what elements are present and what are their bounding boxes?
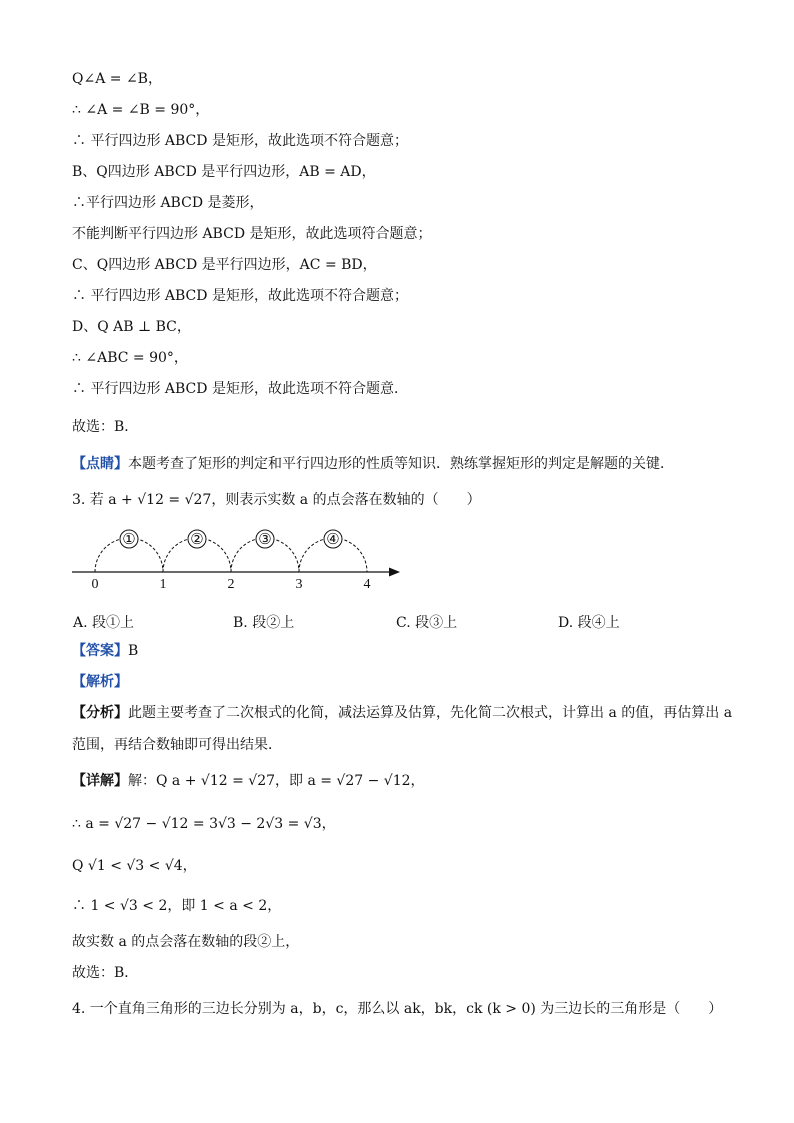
segment-label-4: ④ (326, 532, 340, 548)
xiangjie-line (72, 772, 425, 790)
step-line: 故选：B． (72, 965, 139, 981)
solution-line: D、Q AB ⊥ BC， (72, 319, 191, 335)
solution-line: ∴ 平行四边形 ABCD 是矩形，故此选项不符合题意． (72, 381, 408, 397)
tick-label-2: 2 (227, 577, 235, 592)
tick-label-4: 4 (363, 577, 371, 592)
axis-arrow (389, 568, 400, 577)
solution-line: ∴ ∠A = ∠B = 90°， (72, 102, 210, 118)
question-3-stem: 3. 若 a + √12 = √27，则表示实数 a 的点会落在数轴的（ ） (72, 492, 481, 508)
fenxi-line (72, 704, 732, 722)
step-line: Q √1 < √3 < √4， (72, 858, 197, 874)
tick-label-0: 0 (91, 577, 99, 592)
segment-label-3: ③ (258, 532, 272, 548)
number-line-figure (60, 522, 410, 594)
solution-line: ∴ ∠ABC = 90°， (72, 350, 188, 366)
fenxi-text: 此题主要考查了二次根式的化简，减法运算及估算，先化简二次根式，计算出 a 的值，再估算出 a (128, 705, 733, 721)
solution-line: 不能判断平行四边形 ABCD 是矩形，故此选项符合题意； (72, 226, 432, 242)
step-line: ∴ 1 < √3 < 2，即 1 < a < 2， (72, 898, 282, 914)
dianjing-tag: 【点睛】 (72, 456, 128, 472)
answer-tag: 【答案】 (72, 643, 128, 659)
solution-line: ∴ 平行四边形 ABCD 是矩形，故此选项不符合题意； (72, 288, 408, 304)
answer-value: B (128, 643, 139, 659)
question-4-stem: 4. 一个直角三角形的三边长分别为 a，b，c，那么以 ak，bk，ck (k > 0) 为三边长的三角形是（ ） (72, 1001, 723, 1017)
tick-label-3: 3 (295, 577, 303, 592)
step-line: ∴ a = √27 − √12 = 3√3 − 2√3 = √3， (72, 816, 336, 832)
segment-label-2: ② (190, 532, 204, 548)
solution-line: ∴ 平行四边形 ABCD 是矩形，故此选项不符合题意； (72, 133, 408, 149)
fenxi-line-2: 范围，再结合数轴即可得出结果． (72, 737, 282, 753)
answer-line (72, 642, 138, 660)
step-line: 故实数 a 的点会落在数轴的段②上， (72, 934, 300, 950)
solution-line: Q∠A = ∠B， (72, 71, 162, 87)
fenxi-tag: 【分析】 (72, 705, 128, 721)
option-a: A. 段①上 (73, 615, 135, 631)
segment-label-1: ① (122, 532, 136, 548)
option-c: C. 段③上 (396, 615, 458, 631)
jiexi-line (72, 673, 128, 691)
xiangjie-tag: 【详解】 (72, 773, 128, 789)
solution-line: 故选：B． (72, 419, 139, 435)
dianjing-text: 本题考查了矩形的判定和平行四边形的性质等知识．熟练掌握矩形的判定是解题的关键． (128, 456, 674, 472)
option-b: B. 段②上 (233, 615, 295, 631)
jiexi-tag: 【解析】 (72, 674, 128, 690)
tick-label-1: 1 (159, 577, 167, 592)
solution-line: ∴平行四边形 ABCD 是菱形， (72, 195, 264, 211)
xiangjie-text: 解：Q a + √12 = √27，即 a = √27 − √12， (128, 773, 425, 789)
dianjing-paragraph (72, 455, 674, 473)
solution-line: C、Q四边形 ABCD 是平行四边形，AC = BD， (72, 257, 377, 273)
solution-line: B、Q四边形 ABCD 是平行四边形，AB = AD， (72, 164, 376, 180)
option-d: D. 段④上 (558, 615, 620, 631)
